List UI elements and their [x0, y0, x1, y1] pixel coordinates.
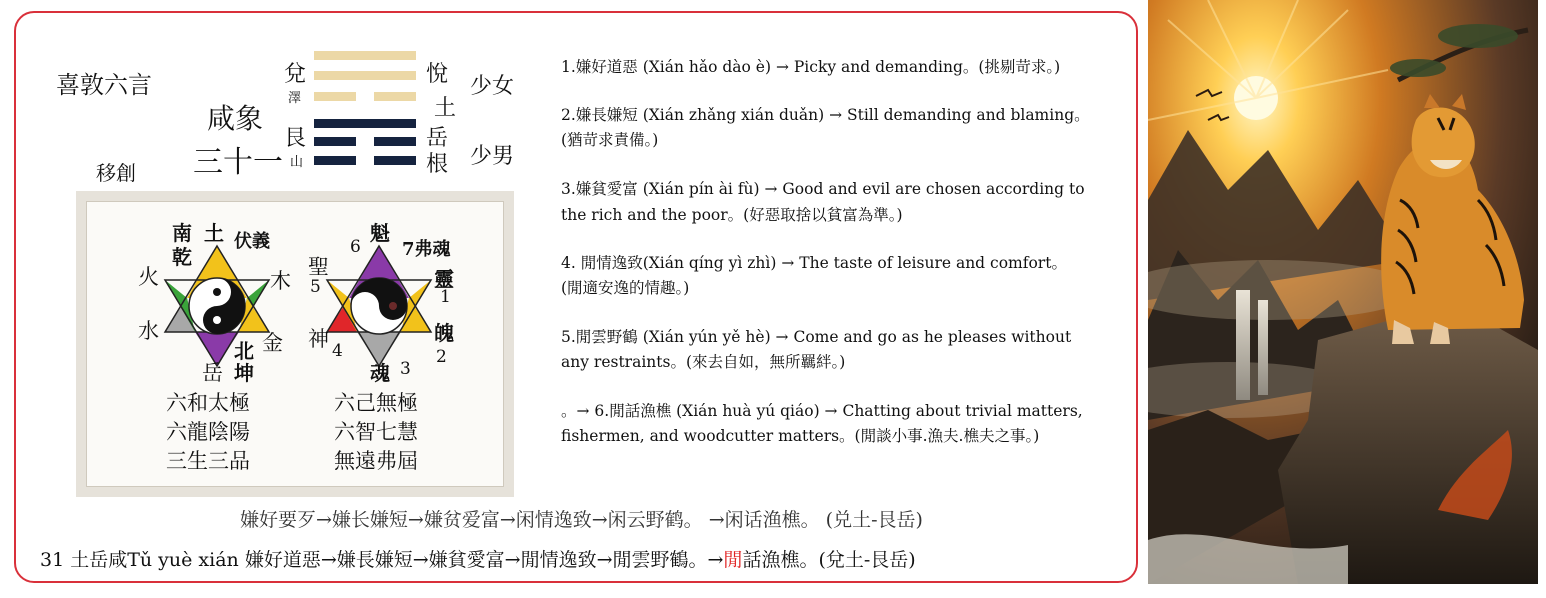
label-mu: 木 [270, 269, 291, 293]
label-six: 6 [350, 237, 361, 257]
yin-line-right [374, 156, 416, 165]
label-ling: 靈 [434, 267, 454, 291]
waterfall [1236, 290, 1250, 400]
label-three: 3 [400, 359, 411, 379]
explanation-4: 4. 閒情逸致(Xián qíng yì zhì) → The taste of leisure and comfort。 [561, 254, 1067, 272]
label-fuxi: 伏義 [234, 231, 270, 252]
label-shui: 水 [138, 319, 159, 343]
explanation-6: 。→ 6.閒話漁樵 (Xián huà yú qiáo) → Chatting about trivial matters, [561, 402, 1083, 420]
explanation-2-cont: (猶苛求責備。) [561, 131, 659, 149]
label-tu: 土 [204, 221, 224, 245]
label-hun: 魂 [370, 361, 390, 385]
yin-line-left [314, 156, 356, 165]
yang-line [314, 119, 416, 128]
tiger-image [1148, 0, 1538, 584]
yin-line-left [314, 137, 356, 146]
lower-trigram-sub: 山 [290, 155, 304, 170]
right-phrase: 六己無極 [334, 391, 418, 415]
hexagram-number: 三十一 [193, 145, 283, 180]
lower-right-char2: 根 [426, 152, 449, 177]
footer-simplified: 嫌好要歹→嫌长嫌短→嫌贫爱富→闲情逸致→闲云野鹤。 →闲话渔樵。 (兑土-艮岳) [240, 509, 923, 531]
label-south: 南 [172, 221, 192, 245]
lower-trigram-name: 艮 [284, 126, 307, 151]
label-huo: 火 [138, 265, 159, 289]
explanation-3-cont: the rich and the poor。(好惡取捨以貧富為準。) [561, 206, 903, 224]
diagram-frame [76, 191, 514, 497]
label-yue: 岳 [202, 361, 223, 385]
explanation-6-cont: fishermen, and woodcutter matters。(閒談小事.漁夫.樵夫之事。) [561, 427, 1040, 445]
footer-traditional [40, 545, 916, 572]
label-shen: 神 [308, 327, 329, 351]
xian-xiang-label: 咸象 [207, 102, 264, 135]
upper-right-char1: 悅 [426, 62, 449, 87]
label-five: 5 [310, 277, 321, 297]
label-qian: 乾 [172, 245, 192, 269]
upper-trigram-name: 兌 [284, 62, 307, 87]
lower-right-char1: 岳 [426, 126, 449, 151]
upper-trigram-sub: 澤 [288, 91, 302, 106]
explanation-5-cont: any restraints。(來去自如，無所羈絆。) [561, 353, 846, 371]
right-phrase: 六智七慧 [334, 420, 418, 444]
label-po: 魄 [434, 321, 454, 345]
tiger-painting [1148, 0, 1538, 584]
label-kui: 魁 [370, 221, 390, 245]
footer-traditional-red: 閒 [723, 549, 743, 571]
label-sheng: 聖 [308, 255, 329, 279]
yang-line [314, 71, 416, 80]
upper-right-char2: 土 [434, 96, 457, 121]
explanation-2: 2.嫌長嫌短 (Xián zhǎng xián duǎn) → Still demanding and blaming。 [561, 106, 1090, 124]
lower-role-label: 少男 [470, 144, 515, 169]
right-phrase: 無遠弗屆 [334, 449, 418, 473]
yin-line-left [314, 92, 356, 101]
yi-chuang-label: 移創 [96, 161, 136, 185]
explanation-3: 3.嫌貧愛富 (Xián pín ài fù) → Good and evil are chosen according to [561, 180, 1085, 198]
footer-traditional-suffix: 話漁樵。(兌土-艮岳) [742, 549, 916, 571]
page-title: 喜敦六言 [56, 71, 152, 99]
upper-role-label: 少女 [470, 74, 515, 99]
explanation-1: 1.嫌好道惡 (Xián hǎo dào è) → Picky and demanding。(挑剔苛求。) [561, 58, 1061, 76]
left-phrase: 六龍陰陽 [166, 420, 250, 444]
label-bei: 北 [234, 339, 254, 363]
explanation-4-cont: (閒適安逸的情趣。) [561, 279, 690, 297]
left-phrases [166, 389, 250, 476]
footer-traditional-prefix: 31 土岳咸Tǔ yuè xián 嫌好道惡→嫌長嫌短→嫌貧愛富→閒情逸致→閒雲野鶴。→ [40, 549, 724, 571]
label-four: 4 [332, 341, 343, 361]
label-jin: 金 [262, 331, 283, 355]
yang-line [314, 51, 416, 60]
label-one: 1 [440, 287, 451, 307]
content-card [14, 11, 1138, 583]
right-phrases [334, 389, 418, 476]
left-phrase: 三生三品 [166, 449, 250, 473]
label-two: 2 [436, 347, 447, 367]
yin-line-right [374, 137, 416, 146]
left-phrase: 六和太極 [166, 391, 250, 415]
yin-line-right [374, 92, 416, 101]
label-fu-hun: 7弗魂 [402, 239, 451, 260]
explanation-5: 5.閒雲野鶴 (Xián yún yě hè) → Come and go as he pleases without [561, 328, 1072, 346]
label-kun: 坤 [234, 361, 254, 385]
